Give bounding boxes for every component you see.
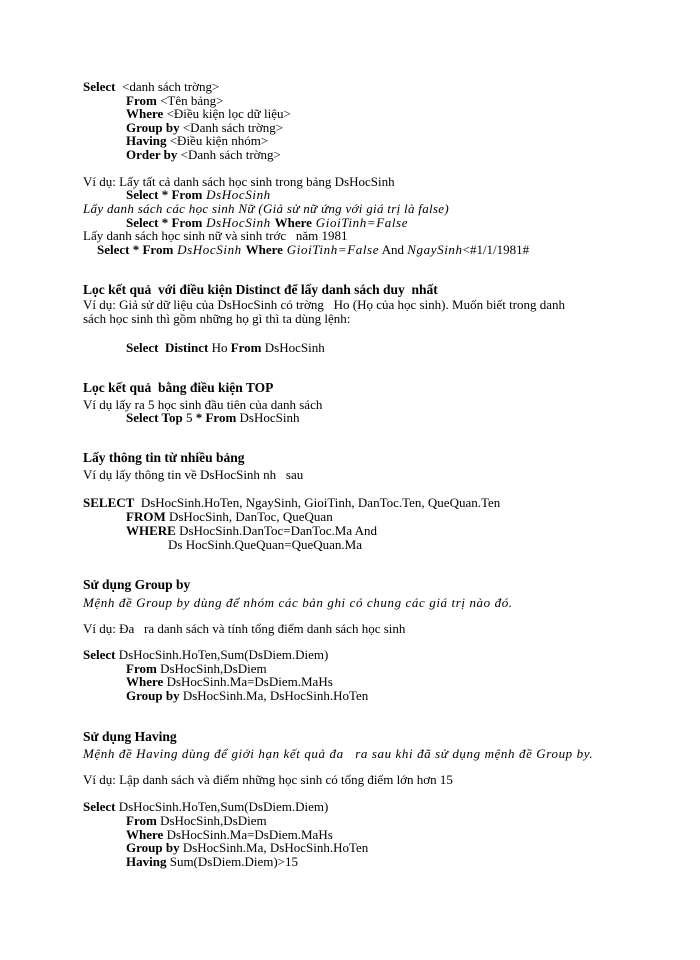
- section-heading-having: Sử dụng Having: [83, 729, 177, 744]
- having-group-line: [126, 841, 368, 855]
- kw-from: From: [126, 93, 157, 108]
- text: 5: [182, 410, 196, 425]
- example-text: Lấy danh sách học sinh nữ và sinh trớc năm 1981: [83, 228, 348, 243]
- section-heading-distinct: Lọc kết quả với điều kiện Distinct để lấy danh sách duy nhất: [83, 282, 438, 297]
- kw: SELECT: [83, 495, 135, 510]
- kw-where: Where: [126, 106, 164, 121]
- paragraph: sách học sinh thì gồm những họ gì thì ta dùng lệnh:: [83, 311, 351, 326]
- value: <#1/1/1981#: [462, 242, 530, 257]
- kw: Select * From: [126, 215, 203, 230]
- example-text: Ví dụ: Lấy tất cả danh sách học sinh trong bảng DsHocSinh: [83, 174, 395, 189]
- text: <Tên bảng>: [156, 93, 224, 108]
- text: DsHocSinh.HoTen, NgaySinh, GioiTinh, DanToc.Ten, QueQuan.Ten: [134, 495, 501, 510]
- kw: Group by: [126, 840, 180, 855]
- text: DsHocSinh.HoTen,Sum(DsDiem.Diem): [115, 799, 329, 814]
- having-select-line: [83, 800, 328, 814]
- text: DsHocSinh.Ma, DsHocSinh.HoTen: [179, 688, 369, 703]
- kw: Where: [126, 827, 164, 842]
- text: <danh sách trờng>: [115, 79, 220, 94]
- paragraph: Ví dụ: Lập danh sách và điểm những học sinh có tổng điểm lớn hơn 15: [83, 772, 453, 787]
- multi-from-line: [126, 510, 333, 524]
- section-heading-top: Lọc kết quả bằng điều kiện TOP: [83, 380, 274, 395]
- kw: Select Top: [126, 410, 183, 425]
- kw: Where: [126, 674, 164, 689]
- having-having-line: [126, 855, 298, 869]
- text: DsHocSinh.Ma, DsHocSinh.HoTen: [179, 840, 369, 855]
- section-heading-groupby: Sử dụng Group by: [83, 577, 191, 592]
- syntax-having-line: [126, 134, 268, 148]
- kw: * From: [195, 410, 237, 425]
- kw: From: [230, 340, 262, 355]
- text: DsHocSinh,DsDiem: [156, 813, 267, 828]
- example-text-italic: Lấy danh sách các học sinh Nữ (Giả sử nữ ứng với giá trị là false): [83, 201, 449, 216]
- text: DsHocSinh.Ma=DsDiem.MaHs: [163, 674, 333, 689]
- kw: Select * From: [126, 187, 203, 202]
- condition: GioiTinh=False: [282, 242, 380, 257]
- condition: GioiTinh=False: [311, 215, 409, 230]
- having-description: Mệnh đề Having dùng để giới hạn kết quả đa ra sau khi đã sử dụng mệnh đề Group by.: [83, 746, 594, 761]
- paragraph: Ví dụ lấy thông tin về DsHocSinh nh sau: [83, 467, 304, 482]
- groupby-description: Mệnh đề Group by dùng để nhóm các bản ghi có chung các giá trị nào đó.: [83, 595, 513, 610]
- kw: Select: [83, 647, 116, 662]
- kw: From: [126, 813, 157, 828]
- kw: Select Distinct: [126, 340, 209, 355]
- paragraph: Ví dụ: Giả sử dữ liệu của DsHocSinh có trờng Ho (Họ của học sinh). Muốn biết trong danh: [83, 297, 566, 312]
- kw-groupby: Group by: [126, 120, 180, 135]
- kw: Select * From: [97, 242, 174, 257]
- field: NgaySinh: [407, 242, 463, 257]
- kw-having: Having: [126, 133, 167, 148]
- text: <Điều kiện nhóm>: [166, 133, 269, 148]
- text: <Danh sách trờng>: [177, 147, 281, 162]
- table-name: DsHocSinh: [202, 187, 271, 202]
- section-heading-multi: Lấy thông tin từ nhiều bảng: [83, 450, 245, 465]
- example-query: [126, 188, 271, 202]
- kw-select: Select: [83, 79, 116, 94]
- syntax-orderby-line: [126, 148, 281, 162]
- multi-select-line: [83, 496, 500, 510]
- groupby-select-line: [83, 648, 328, 662]
- kw: WHERE: [126, 523, 176, 538]
- text: <Điều kiện lọc dữ liệu>: [163, 106, 291, 121]
- table-name: DsHocSinh: [202, 215, 275, 230]
- multi-where-cont: Ds HocSinh.QueQuan=QueQuan.Ma: [168, 537, 362, 552]
- table-name: DsHocSinh: [173, 242, 246, 257]
- paragraph: Ví dụ: Đa ra danh sách và tính tổng điểm danh sách học sinh: [83, 621, 406, 636]
- text: DsHocSinh: [236, 410, 300, 425]
- paragraph: Ví dụ lấy ra 5 học sinh đầu tiên của danh sách: [83, 397, 323, 412]
- kw-orderby: Order by: [126, 147, 178, 162]
- having-from-line: [126, 814, 267, 828]
- text: DsHocSinh.Ma=DsDiem.MaHs: [163, 827, 333, 842]
- text: DsHocSinh,DsDiem: [156, 661, 267, 676]
- distinct-query: [126, 341, 325, 355]
- syntax-where-line: [126, 107, 291, 121]
- top-query: [126, 411, 299, 425]
- groupby-where-line: [126, 675, 333, 689]
- kw: FROM: [126, 509, 166, 524]
- kw: Where: [245, 242, 283, 257]
- kw: Group by: [126, 688, 180, 703]
- example-query: [97, 243, 529, 257]
- text: <Danh sách trờng>: [179, 120, 284, 135]
- text: Sum(DsDiem.Diem)>15: [166, 854, 299, 869]
- text: Ho: [208, 340, 231, 355]
- kw: From: [126, 661, 157, 676]
- text: And: [379, 242, 408, 257]
- kw: Having: [126, 854, 167, 869]
- text: DsHocSinh, DanToc, QueQuan: [165, 509, 333, 524]
- text: DsHocSinh.DanToc=DanToc.Ma And: [175, 523, 378, 538]
- kw: Where: [274, 215, 312, 230]
- text: DsHocSinh.HoTen,Sum(DsDiem.Diem): [115, 647, 329, 662]
- groupby-group-line: [126, 689, 368, 703]
- syntax-select-line: [83, 80, 219, 94]
- multi-where-line: [126, 524, 377, 538]
- kw: Select: [83, 799, 116, 814]
- text: DsHocSinh: [261, 340, 325, 355]
